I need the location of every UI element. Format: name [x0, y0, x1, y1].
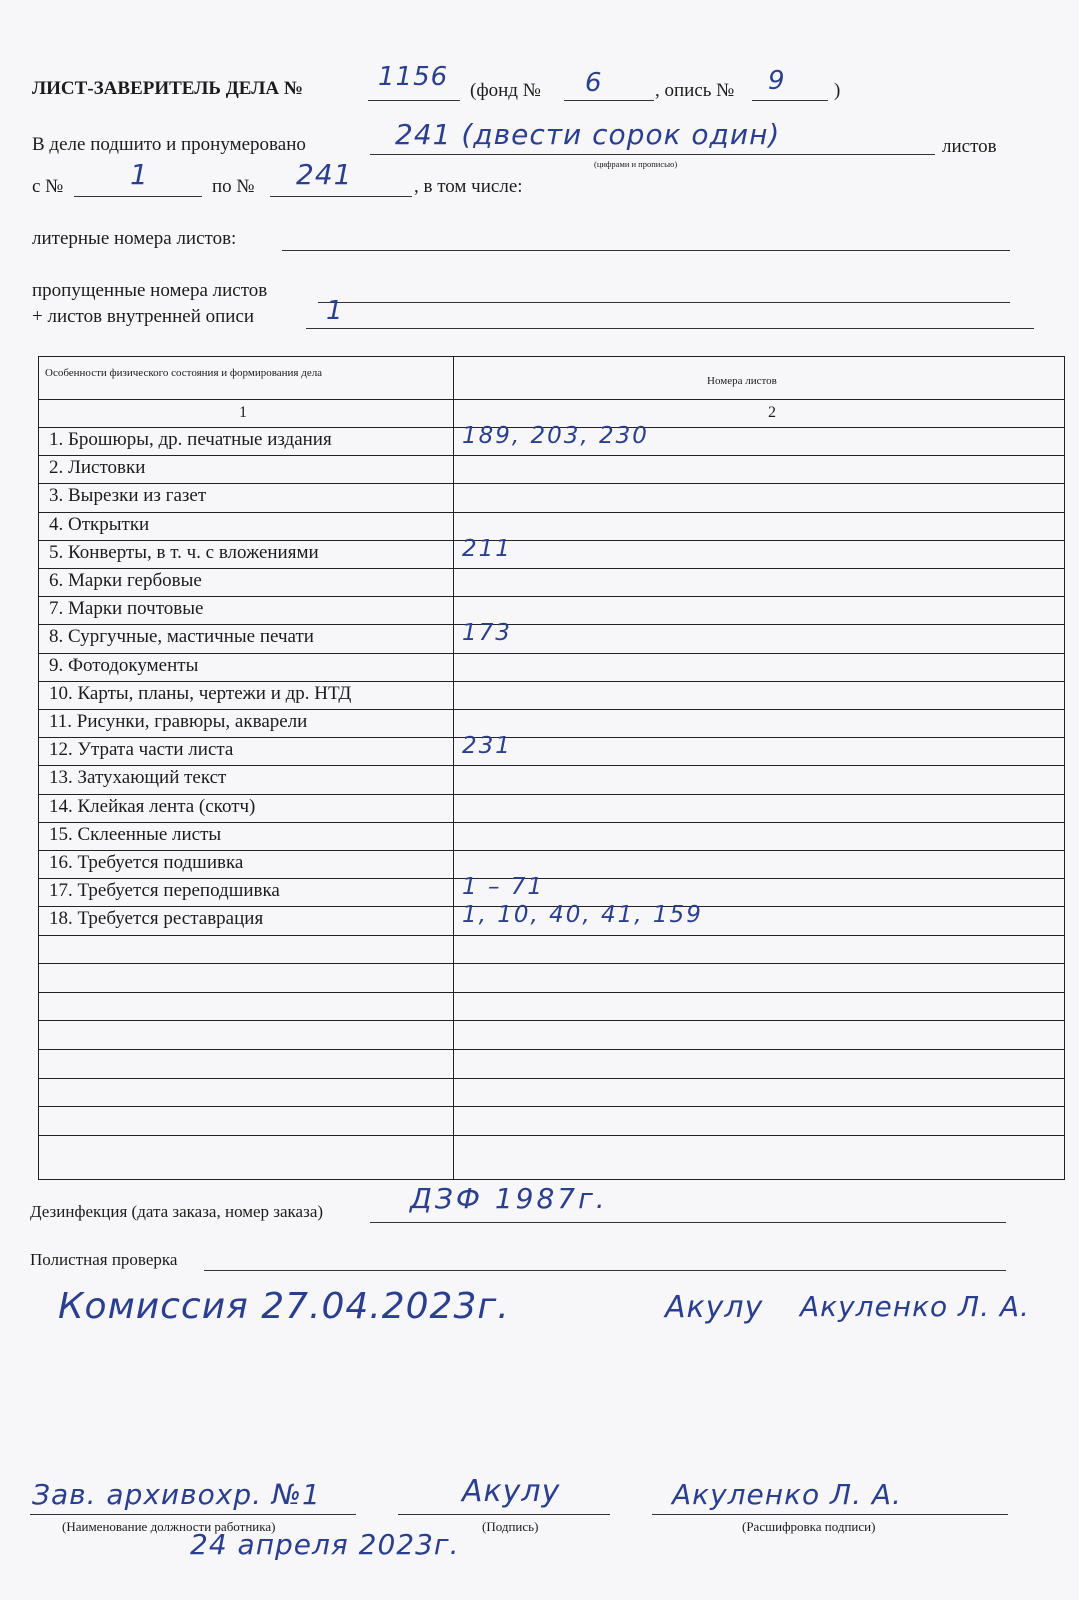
to-line [270, 196, 412, 197]
table-row-label: 6. Марки гербовые [49, 570, 202, 591]
table-row-label: 12. Утрата части листа [49, 739, 234, 761]
position-caption: (Наименование должности работника) [62, 1519, 276, 1534]
case-number-line [368, 100, 460, 101]
opis-number-line [752, 100, 828, 101]
table-row-label: 11. Рисунки, гравюры, акварели [49, 711, 308, 732]
header-divider [39, 399, 1064, 400]
disinfection-line [370, 1222, 1006, 1223]
sheet-title: ЛИСТ-ЗАВЕРИТЕЛЬ ДЕЛА № [32, 78, 303, 99]
row-divider [39, 512, 1064, 513]
from-value: 1 [130, 158, 149, 191]
disinfection-value: ДЗФ 1987г. [410, 1182, 608, 1215]
table-row-label: 16. Требуется подшивка [49, 852, 244, 873]
empty-row-divider [39, 1020, 1064, 1021]
sheets-word: листов [942, 136, 997, 157]
empty-row-divider [39, 1135, 1064, 1136]
from-line [74, 196, 202, 197]
row-divider [39, 850, 1064, 851]
table-row-label: 5. Конверты, в т. ч. с вложениями [49, 541, 319, 563]
table-row-label: 8. Сургучные, мастичные печати [49, 626, 314, 648]
check-line [204, 1270, 1006, 1271]
empty-row-divider [39, 1078, 1064, 1079]
disinfection-label: Дезинфекция (дата заказа, номер заказа) [30, 1202, 324, 1221]
signature-line [398, 1514, 610, 1515]
fond-number: 6 [585, 68, 603, 98]
row-divider [39, 540, 1064, 541]
row-divider [39, 709, 1064, 710]
inner-line [306, 328, 1034, 329]
row-divider [39, 737, 1064, 738]
signature-caption: (Подпись) [482, 1519, 539, 1534]
missing-label: пропущенные номера листов [32, 280, 268, 301]
table-row-label: 4. Открытки [49, 513, 150, 535]
name-value: Акуленко Л. А. [672, 1478, 902, 1511]
table-row-value: 211 [462, 535, 512, 562]
name-caption: (Расшифровка подписи) [742, 1519, 876, 1534]
footer-date: 24 апреля 2023г. [190, 1528, 460, 1561]
empty-row-divider [39, 992, 1064, 993]
empty-row-divider [39, 1049, 1064, 1050]
empty-row-divider [39, 1106, 1064, 1107]
row-divider [39, 878, 1064, 879]
col1-number: 1 [239, 404, 247, 421]
empty-row-divider [39, 963, 1064, 964]
opis-label: , опись № [655, 80, 735, 101]
check-signature: Акулу [665, 1290, 764, 1325]
name-line [652, 1514, 1008, 1515]
row-divider [39, 794, 1064, 795]
features-table [38, 356, 1065, 1180]
sheets-hint: (цифрами и прописью) [594, 159, 678, 169]
table-row-label: 7. Марки почтовые [49, 598, 204, 620]
table-row-label: 15. Склеенные листы [49, 823, 222, 845]
opis-number: 9 [768, 66, 786, 96]
table-row-label: 2. Листовки [49, 457, 146, 479]
position-value: Зав. архивохр. №1 [32, 1478, 321, 1511]
check-name: Акуленко Л. А. [800, 1290, 1030, 1323]
check-label: Полистная проверка [30, 1250, 178, 1269]
row-divider [39, 653, 1064, 654]
row-divider [39, 568, 1064, 569]
sheets-intro: В деле подшито и пронумеровано [32, 134, 306, 155]
row-divider [39, 765, 1064, 766]
col2-number: 2 [768, 404, 776, 421]
to-value: 241 [296, 158, 353, 191]
from-label: с № [32, 176, 64, 197]
sheets-count-written: 241 (двести сорок один) [395, 118, 781, 151]
row-divider [39, 455, 1064, 456]
table-row-label: 9. Фотодокументы [49, 654, 199, 676]
table-row-value: 189, 203, 230 [462, 423, 649, 449]
col2-header: Номера листов [707, 375, 777, 387]
col1-header: Особенности физического состояния и формирования дела [45, 367, 323, 379]
table-row-label: 10. Карты, планы, чертежи и др. НТД [49, 682, 352, 704]
table-row-label: 13. Затухающий текст [49, 767, 227, 789]
table-row-label: 17. Требуется переподшивка [49, 880, 280, 902]
check-value: Комиссия 27.04.2023г. [58, 1286, 510, 1327]
close-paren: ) [834, 80, 841, 101]
fond-number-line [564, 100, 654, 101]
row-divider [39, 624, 1064, 625]
table-row-label: 3. Вырезки из газет [49, 485, 207, 507]
missing-line [318, 302, 1010, 303]
position-line [30, 1514, 356, 1515]
table-row-value: 1, 10, 40, 41, 159 [462, 902, 703, 929]
fond-label: (фонд № [470, 80, 541, 101]
table-row-label: 18. Требуется реставрация [49, 908, 264, 930]
row-divider [39, 483, 1064, 484]
footer-signature: Акулу [462, 1474, 561, 1509]
case-number: 1156 [378, 62, 449, 92]
including-label: , в том числе: [414, 176, 523, 197]
table-row-value: 173 [462, 620, 512, 647]
literal-line [282, 250, 1010, 251]
table-column-divider [453, 357, 454, 1179]
table-row-label: 1. Брошюры, др. печатные издания [49, 429, 332, 450]
row-divider [39, 596, 1064, 597]
empty-row-divider [39, 935, 1064, 936]
row-divider [39, 822, 1064, 823]
inner-value: 1 [326, 296, 344, 326]
inner-label: + листов внутренней описи [32, 306, 255, 327]
to-label: по № [212, 176, 255, 197]
row-divider [39, 681, 1064, 682]
table-row-label: 14. Клейкая лента (скотч) [49, 795, 256, 817]
sheets-count-line [370, 154, 935, 155]
table-row-value: 1 – 71 [462, 874, 545, 901]
table-row-value: 231 [462, 733, 512, 760]
literal-label: литерные номера листов: [32, 228, 237, 249]
